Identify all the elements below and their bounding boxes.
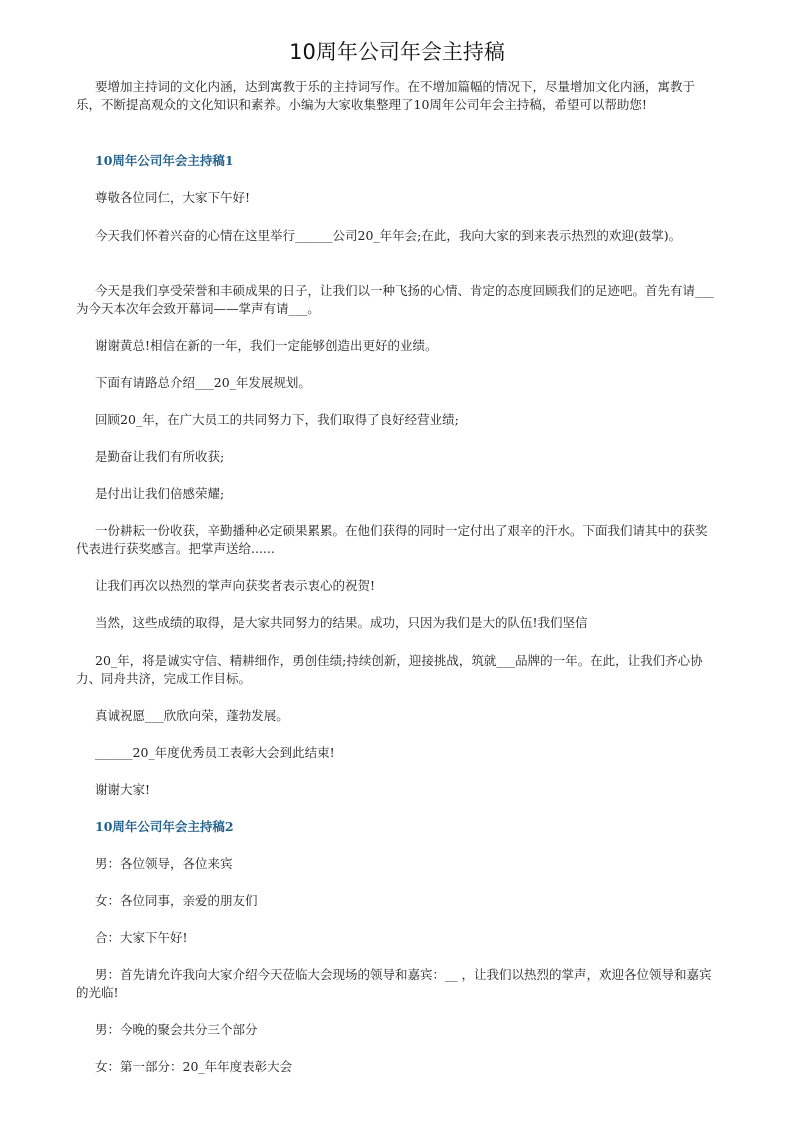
paragraph: ______20_年度优秀员工表彰大会到此结束! (95, 745, 335, 760)
paragraph: 真诚祝愿___欣欣向荣，蓬勃发展。 (95, 708, 289, 723)
paragraph: 今天我们怀着兴奋的心情在这里举行______公司20_年年会;在此，我向大家的到来表示热烈的欢迎(鼓掌)。 (95, 228, 682, 243)
paragraph: 下面有请路总介绍___20_年发展规划。 (95, 375, 311, 390)
paragraph: 是付出让我们倍感荣耀; (95, 486, 225, 501)
intro-paragraph: 要增加主持词的文化内涵，达到寓教于乐的主持词写作。在不增加篇幅的情况下，尽量增加文化内涵，寓教于乐，不断提高观众的文化知识和素养。小编为大家收集整理了10周年公司年会主持稿，希望可以帮助您! (76, 79, 696, 112)
paragraph: 女：各位同事，亲爱的朋友们 (95, 893, 258, 908)
paragraph: 当然，这些成绩的取得，是大家共同努力的结果。成功，只因为我们是大的队伍!我们坚信 (95, 615, 588, 630)
section1-heading: 10周年公司年会主持稿1 (95, 153, 234, 168)
paragraph: 合：大家下午好! (95, 930, 188, 945)
paragraph: 男：今晚的聚会共分三个部分 (95, 1022, 258, 1037)
paragraph: 尊敬各位同仁，大家下午好! (95, 190, 251, 205)
paragraph: 让我们再次以热烈的掌声向获奖者表示衷心的祝贺! (95, 578, 376, 593)
paragraph: 今天是我们享受荣誉和丰硕成果的日子，让我们以一种飞扬的心情、肯定的态度回顾我们的足迹吧。首先有请___为今天本次年会致开幕词——掌声有请___。 (76, 283, 714, 316)
paragraph: 男：首先请允许我向大家介绍今天莅临大会现场的领导和嘉宾：__ ，让我们以热烈的掌声，欢迎各位领导和嘉宾的光临! (76, 967, 712, 1000)
paragraph: 回顾20_年，在广大员工的共同努力下，我们取得了良好经营业绩; (95, 412, 459, 427)
page-title: 10周年公司年会主持稿 (289, 40, 505, 64)
paragraph: 谢谢大家! (95, 782, 151, 797)
paragraph: 谢谢黄总!相信在新的一年，我们一定能够创造出更好的业绩。 (95, 338, 438, 353)
paragraph: 20_年，将是诚实守信、精耕细作，勇创佳绩;持续创新，迎接挑战，筑就___品牌的一年。在此，让我们齐心协力、同舟共济，完成工作目标。 (76, 653, 703, 686)
paragraph: 一份耕耘一份收获，辛勤播种必定硕果累累。在他们获得的同时一定付出了艰辛的汗水。下面我们请其中的获奖代表进行获奖感言。把掌声送给...... (76, 523, 708, 556)
paragraph: 男：各位领导，各位来宾 (95, 856, 233, 871)
paragraph: 是勤奋让我们有所收获; (95, 449, 225, 464)
paragraph: 女：第一部分：20_年年度表彰大会 (95, 1059, 293, 1074)
section2-heading: 10周年公司年会主持稿2 (95, 819, 234, 834)
